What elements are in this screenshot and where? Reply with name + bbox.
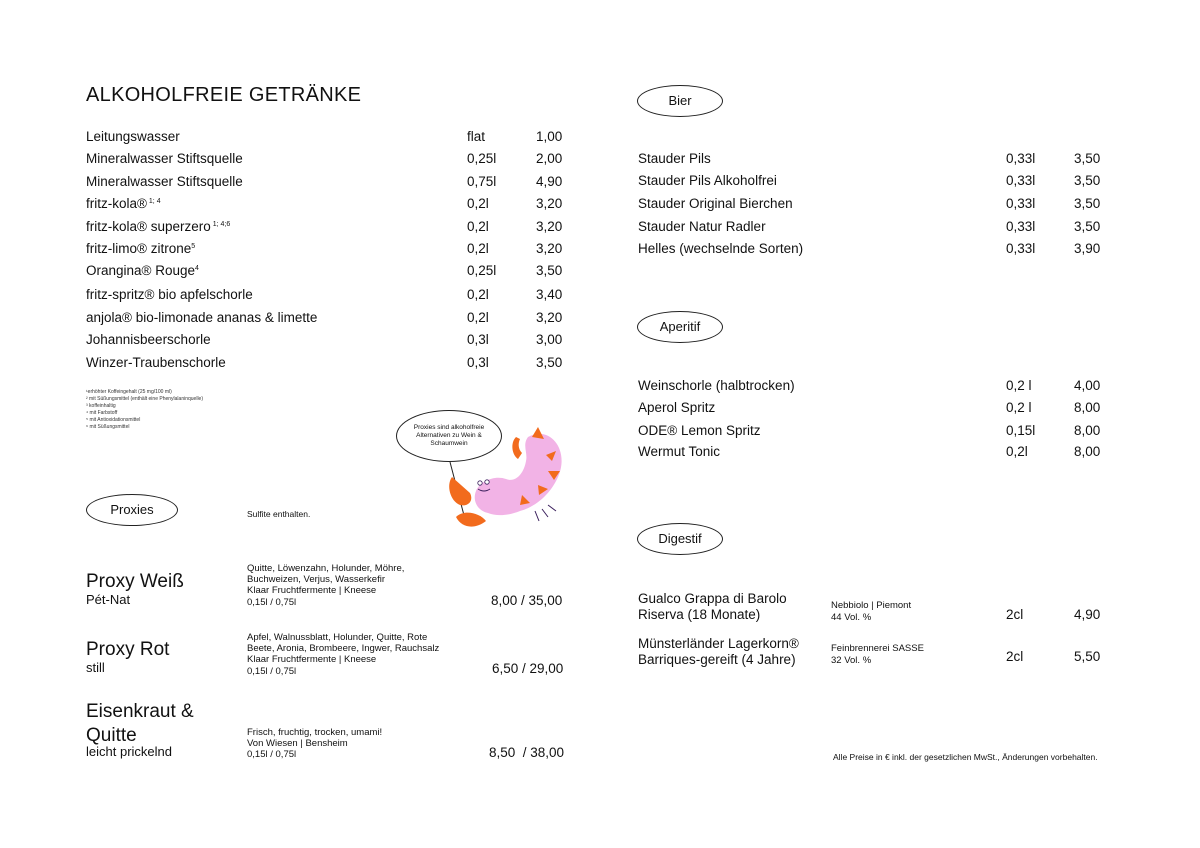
item-price: 1,00 [536, 129, 563, 144]
pill-aperitif: Aperitif [637, 311, 723, 343]
item-name: Orangina® Rouge [86, 263, 196, 278]
list-item [638, 218, 1108, 236]
item-price: 3,20 [536, 310, 563, 325]
digestif-details: Nebbiolo | Piemont 44 Vol. % [831, 600, 912, 623]
item-size: 0,75l [467, 174, 497, 189]
proxy-description: Quitte, Löwenzahn, Holunder, Möhre, Buchweizen, Verjus, Wasserkefir Klaar Fruchtfermente | Kneese 0,15l / 0,75l [247, 563, 405, 608]
item-size: 0,33l [1006, 196, 1036, 211]
list-item [86, 195, 566, 213]
item-footnote: 4 [195, 265, 199, 272]
pill-digestif: Digestif [637, 523, 723, 555]
list-item [86, 173, 566, 191]
item-size: 0,2l [467, 241, 489, 256]
proxy-price: 8,00 / 35,00 [491, 593, 563, 608]
item-footnote: 1; 4;6 [210, 221, 231, 228]
item-size: 0,33l [1006, 219, 1036, 234]
item-name: fritz-kola® [86, 196, 147, 211]
shrimp-holding-sign-icon [440, 425, 570, 535]
digestif-name: Gualco Grappa di Barolo Riserva (18 Monate) [638, 591, 787, 622]
list-item [638, 377, 1108, 395]
item-price: 3,40 [536, 287, 563, 302]
item-size: 0,2l [467, 196, 489, 211]
item-name: Stauder Pils [638, 151, 711, 166]
item-name: Stauder Natur Radler [638, 219, 766, 234]
item-name: Wermut Tonic [638, 444, 721, 459]
item-size: 0,25l [467, 151, 497, 166]
item-price: 3,50 [1074, 219, 1101, 234]
digestif-details: Feinbrennerei SASSE 32 Vol. % [831, 643, 924, 666]
item-name: Johannisbeerschorle [86, 332, 211, 347]
item-name: fritz-spritz® bio apfelschorle [86, 287, 253, 302]
item-size: 0,2l [1006, 444, 1028, 459]
item-name: fritz-kola® superzero [86, 219, 211, 234]
item-size: 2cl [1006, 607, 1024, 622]
item-price: 3,90 [1074, 241, 1101, 256]
footnote: ⁵ mit Antioxidationsmittel [86, 417, 141, 423]
item-name: Mineralwasser Stiftsquelle [86, 151, 243, 166]
list-item [86, 331, 566, 349]
item-size: 0,33l [1006, 151, 1036, 166]
item-name: Weinschorle (halbtrocken) [638, 378, 795, 393]
item-price: 2,00 [536, 151, 563, 166]
footnote: ¹erhöhter Koffeingehalt (25 mg/100 ml) [86, 389, 172, 395]
item-footnote: 1; 4 [146, 198, 161, 205]
list-item [638, 422, 1108, 440]
list-item [86, 309, 566, 327]
proxy-price: 6,50 / 29,00 [492, 661, 564, 676]
proxy-style: leicht prickelnd [86, 744, 172, 759]
item-name: Mineralwasser Stiftsquelle [86, 174, 243, 189]
item-size: 0,2 l [1006, 378, 1032, 393]
item-price: 8,00 [1074, 444, 1101, 459]
proxy-description: Apfel, Walnussblatt, Holunder, Quitte, Rote Beete, Aronia, Brombeere, Ingwer, Rauchsalz Klaar Fruchtfermente | Kneese 0,15l / 0,75l [247, 632, 440, 677]
list-item [86, 354, 566, 372]
item-size: 0,25l [467, 263, 497, 278]
item-price: 4,00 [1074, 378, 1101, 393]
item-price: 3,50 [1074, 173, 1101, 188]
section-title-alkoholfrei: ALKOHOLFREIE GETRÄNKE [86, 84, 362, 106]
item-price: 3,20 [536, 219, 563, 234]
list-item [86, 240, 566, 258]
item-price: 4,90 [1074, 607, 1101, 622]
proxy-price: 8,50 / 38,00 [489, 745, 565, 760]
item-price: 3,50 [1074, 196, 1101, 211]
footnote: ³ koffeinhaltig [86, 403, 116, 409]
item-size: 0,15l [1006, 423, 1036, 438]
item-price: 3,50 [1074, 151, 1101, 166]
list-item [86, 262, 566, 280]
item-price: 3,20 [536, 241, 563, 256]
item-name: anjola® bio-limonade ananas & limette [86, 310, 318, 325]
price-disclaimer: Alle Preise in € inkl. der gesetzlichen MwSt., Änderungen vorbehalten. [833, 752, 1098, 762]
proxy-style: still [86, 660, 105, 675]
pill-bier: Bier [637, 85, 723, 117]
footnotes [86, 389, 203, 431]
proxy-name: Proxy Rot [86, 639, 170, 660]
list-item [638, 195, 1108, 213]
item-footnote: 5 [191, 243, 196, 250]
item-price: 3,00 [536, 332, 563, 347]
item-price: 8,00 [1074, 423, 1101, 438]
item-size: 2cl [1006, 649, 1024, 664]
proxy-description: Frisch, fruchtig, trocken, umami! Von Wiesen | Bensheim 0,15l / 0,75l [247, 727, 383, 761]
list-item [638, 150, 1108, 168]
item-name: Stauder Original Bierchen [638, 196, 793, 211]
footnote: ⁶ mit Süßungsmittel [86, 424, 130, 430]
item-name: Leitungswasser [86, 129, 180, 144]
item-size: 0,33l [1006, 173, 1036, 188]
list-item [86, 150, 566, 168]
item-size: 0,3l [467, 332, 489, 347]
item-price: 3,50 [536, 263, 563, 278]
item-name: Stauder Pils Alkoholfrei [638, 173, 777, 188]
proxy-name-line2: Quitte [86, 725, 137, 746]
footnote: ² mit Süßungsmittel (enthält eine Phenylalaninquelle) [86, 396, 204, 402]
pill-proxies: Proxies [86, 494, 178, 526]
list-item [638, 172, 1108, 190]
proxy-style: Pét-Nat [86, 592, 131, 607]
digestif-name: Münsterländer Lagerkorn® Barriques-gereift (4 Jahre) [638, 636, 799, 667]
item-price: 8,00 [1074, 400, 1101, 415]
list-item [86, 286, 566, 304]
item-size: flat [467, 129, 486, 144]
item-price: 3,20 [536, 196, 563, 211]
item-size: 0,2 l [1006, 400, 1032, 415]
item-size: 0,33l [1006, 241, 1036, 256]
item-size: 0,2l [467, 287, 489, 302]
item-price: 4,90 [536, 174, 563, 189]
item-price: 5,50 [1074, 649, 1101, 664]
item-size: 0,2l [467, 219, 489, 234]
item-name: Aperol Spritz [638, 400, 716, 415]
item-name: Helles (wechselnde Sorten) [638, 241, 804, 256]
proxy-name: Eisenkraut & [86, 701, 194, 722]
item-size: 0,3l [467, 355, 489, 370]
list-item [638, 399, 1108, 417]
proxy-name: Proxy Weiß [86, 571, 184, 592]
item-name: ODE® Lemon Spritz [638, 423, 761, 438]
item-price: 3,50 [536, 355, 563, 370]
list-item [638, 443, 1108, 461]
sulfite-note: Sulfite enthalten. [247, 509, 311, 519]
speech-bubble-text: Proxies sind alkoholfreie Alternativen zu Wein & Schaumwein [413, 424, 485, 447]
footnote: ⁴ mit Farbstoff [86, 410, 118, 416]
item-name: Winzer-Traubenschorle [86, 355, 226, 370]
item-name: fritz-limo® zitrone [86, 241, 192, 256]
list-item [638, 240, 1108, 258]
item-size: 0,2l [467, 310, 489, 325]
list-item [86, 128, 566, 146]
list-item [86, 218, 566, 236]
